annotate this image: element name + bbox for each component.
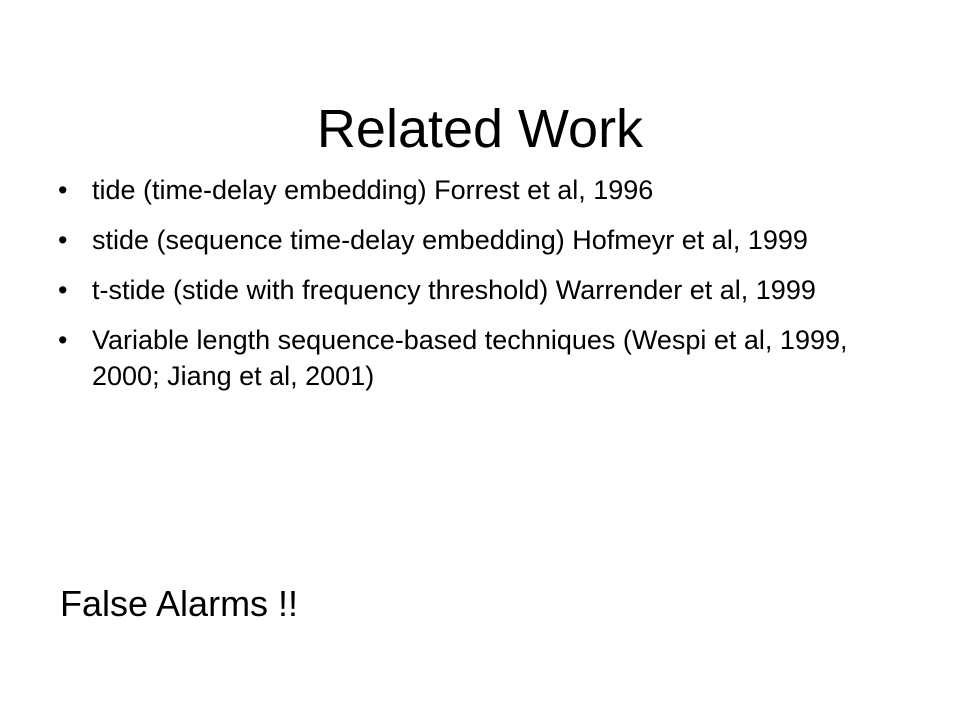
bullet-text: t-stide (stide with frequency threshold) Warrender et al, 1999 (92, 275, 816, 305)
bullet-text: tide (time-delay embedding) Forrest et al, 1996 (92, 175, 654, 205)
false-alarms-callout: False Alarms !! (60, 583, 299, 624)
bullet-text: stide (sequence time-delay embedding) Hofmeyr et al, 1999 (92, 225, 808, 255)
bullet-icon: • (58, 175, 68, 205)
bullet-item (58, 322, 898, 394)
bullet-item (58, 172, 898, 208)
bullet-icon: • (58, 275, 68, 305)
bullet-icon: • (58, 325, 68, 355)
bullet-text: Variable length sequence-based techniques (Wespi et al, 1999, 2000; Jiang et al, 2001) (92, 325, 848, 391)
bullet-list (58, 172, 898, 408)
bullet-item (58, 272, 898, 308)
bullet-icon: • (58, 225, 68, 255)
bullet-item (58, 222, 898, 258)
slide-title: Related Work (316, 99, 644, 160)
